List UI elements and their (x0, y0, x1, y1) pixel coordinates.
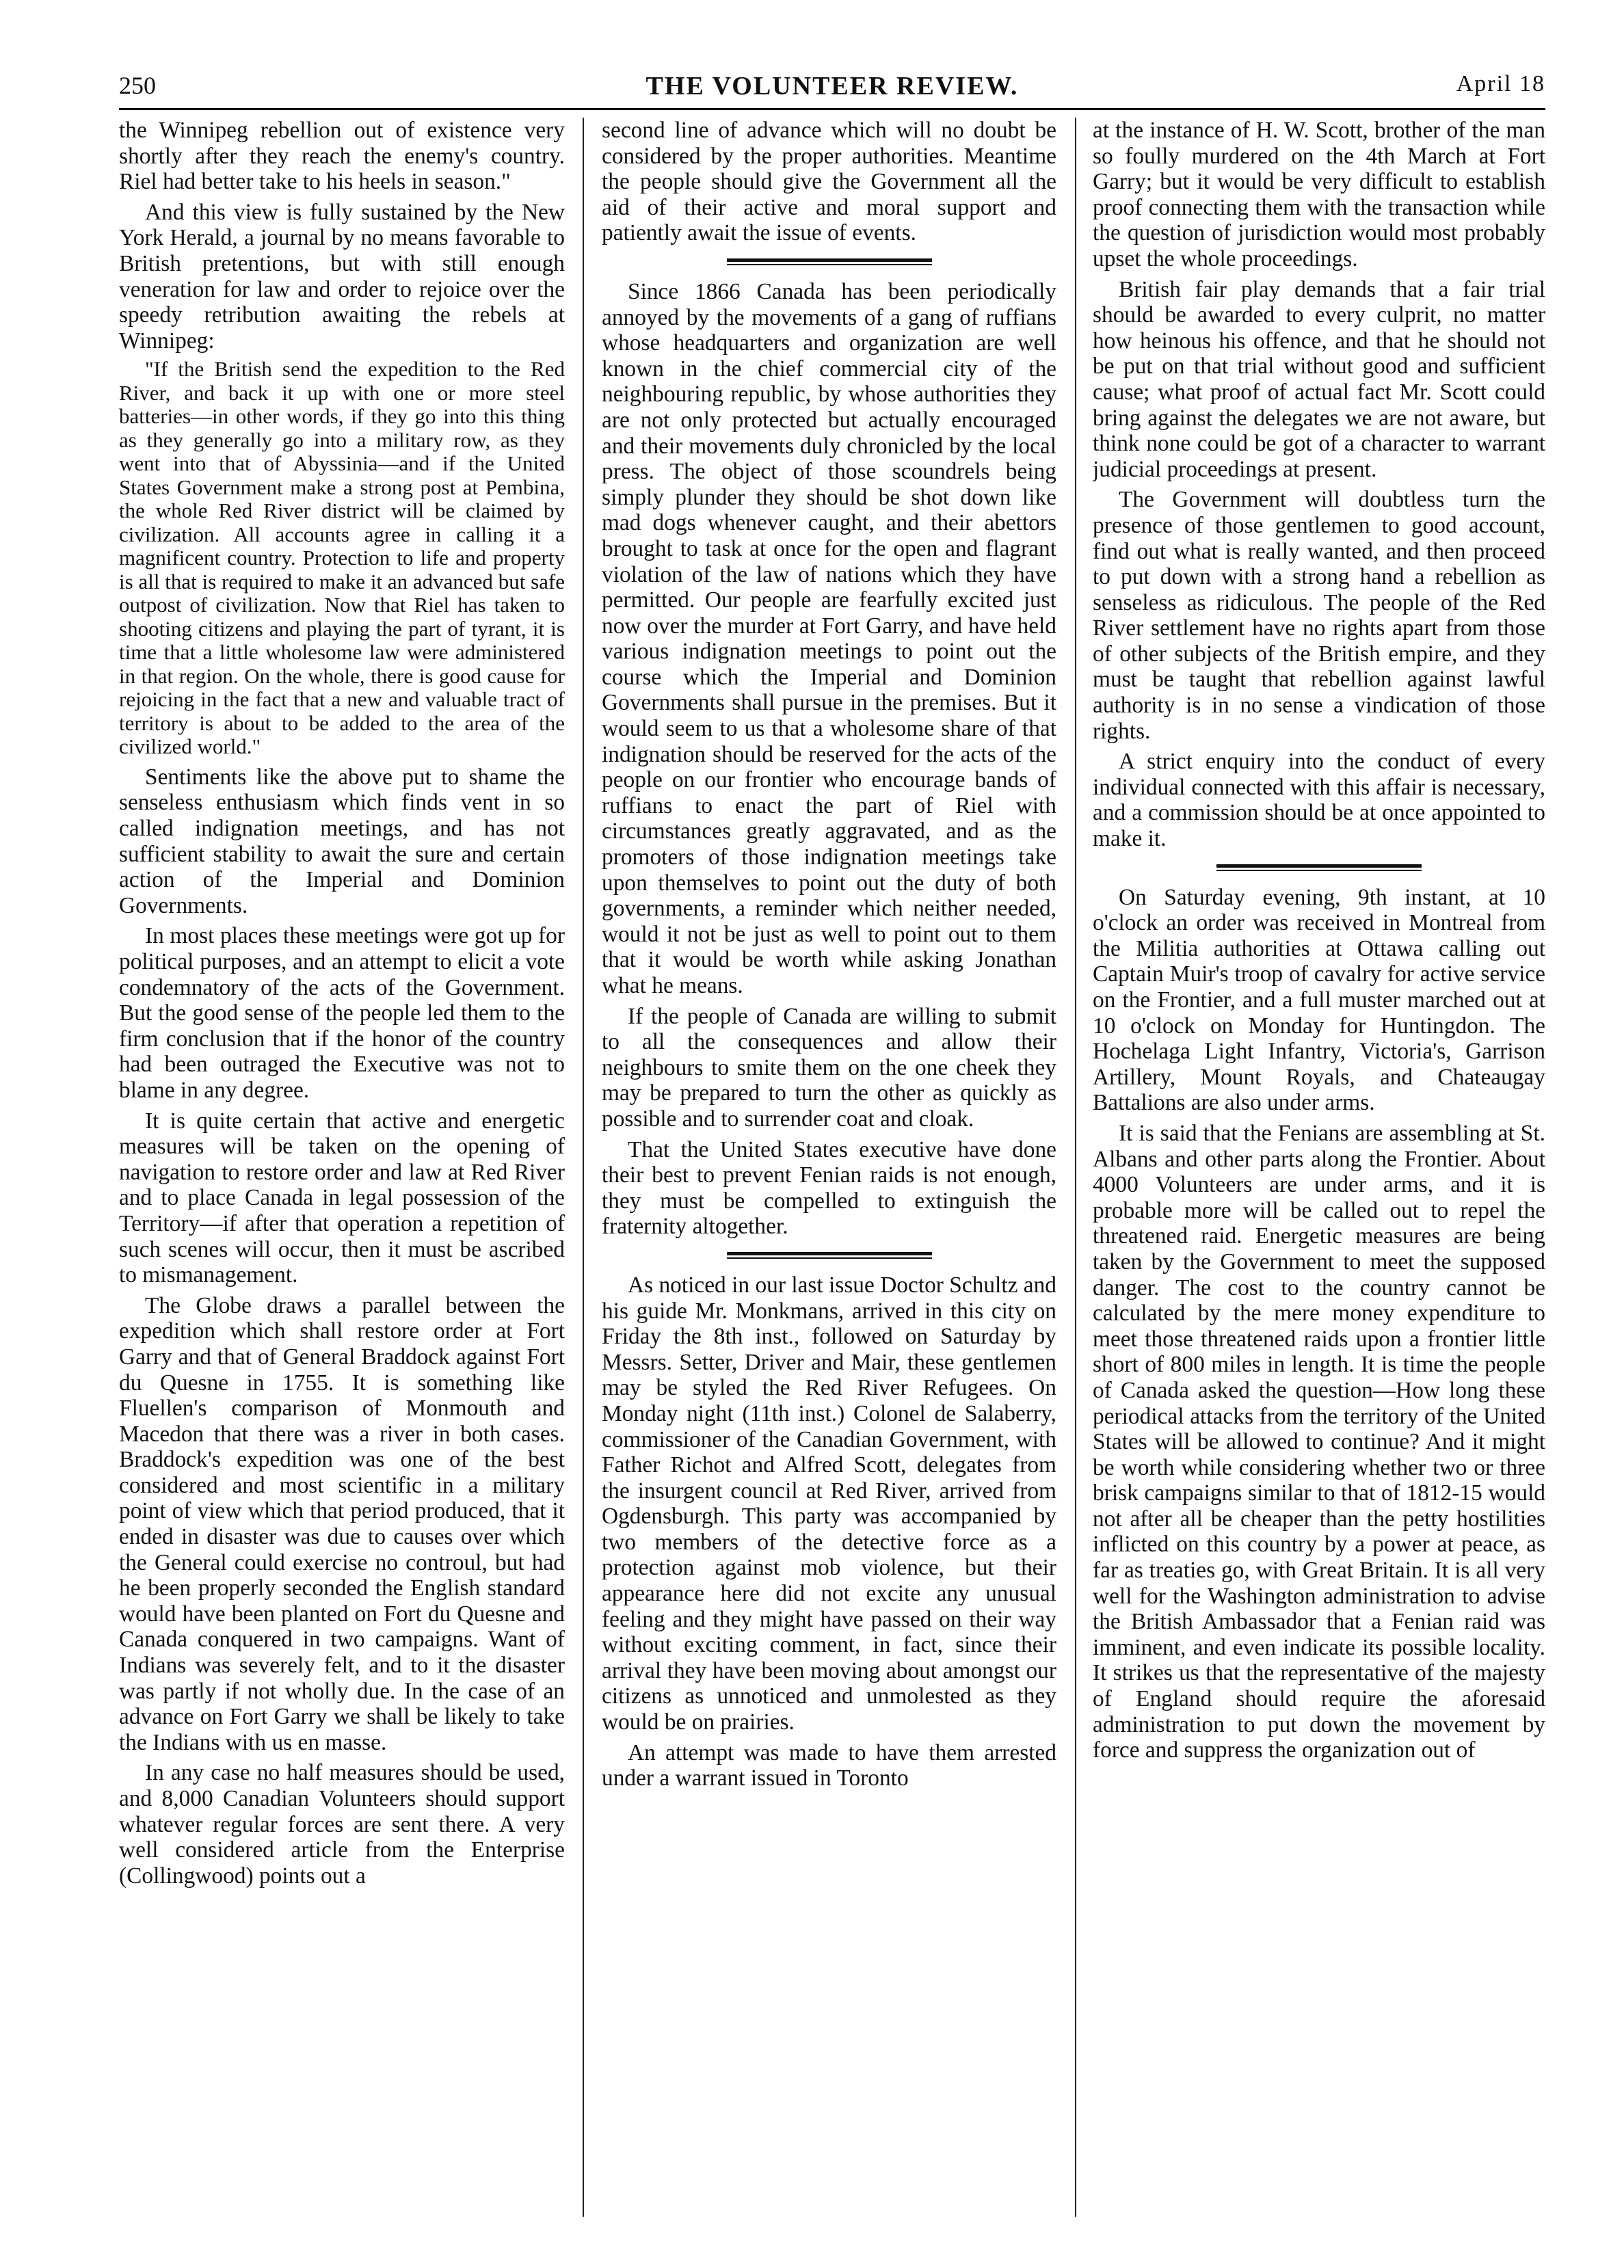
paragraph: second line of advance which will no doubt be considered by the proper authorities. Meantime the people should give the Government all the aid of their active and moral support and patiently await the issue of events. (602, 118, 1056, 246)
column-divider (1075, 118, 1076, 2217)
paragraph: The Globe draws a parallel between the expedition which shall restore order at Fort Garry and that of General Braddock against Fort du Quesne in 1755. It is something like Fluellen's comparison of Monmouth and Macedon that there was a river in both cases. Braddock's expedition was one of the best considered and most scientific in a military point of view which that period produced, that it ended in disaster was due to causes over which the General could exercise no controul, but had he been properly seconded the English standard would have been planted on Fort du Quesne and Canada conquered in two campaigns. Want of Indians was severely felt, and to it the disaster was partly if not wholly due. In the case of an advance on Fort Garry we shall be likely to take the Indians with us en masse. (119, 1292, 565, 1755)
page-header (119, 71, 1545, 107)
paragraph: It is said that the Fenians are assembling at St. Albans and other parts along the Frontier. About 4000 Volunteers are under arms, and it is probable more will be called out to repel the threatened raid. Energetic measures are being taken by the Government to meet the supposed danger. The cost to the country cannot be calculated by the mere money expenditure to meet those threatened raids upon a frontier little short of 800 miles in length. It is time the people of Canada asked the question—How long these periodical attacks from the territory of the United States will be allowed to continue? And it might be worth while considering whether two or three brisk campaigns similar to that of 1812-15 would not after all be cheaper than the petty hostilities inflicted on this country by a power at peace, as far as treaties go, with Great Britain. It is all very well for the Washington administration to advise the British Ambassador that a Fenian raid was imminent, and even indicate its possible locality. It strikes us that the representative of the majesty of England should require the aforesaid administration to put down the movement by force and suppress the organization out of (1093, 1120, 1545, 1763)
paragraph: A strict enquiry into the conduct of every individual connected with this affair is necessary, and a commission should be at once appointed to make it. (1093, 749, 1545, 852)
paragraph: In any case no half measures should be used, and 8,000 Canadian Volunteers should support whatever regular forces are sent there. A very well considered article from the Enterprise (Collingwood) points out a (119, 1760, 565, 1889)
section-separator (1216, 864, 1422, 871)
paragraph: An attempt was made to have them arrested under a warrant issued in Toronto (602, 1739, 1056, 1791)
paragraph: As noticed in our last issue Doctor Schultz and his guide Mr. Monkmans, arrived in this city on Friday the 8th inst., followed on Saturday by Messrs. Setter, Driver and Mair, these gentlemen may be styled the Red River Refugees. On Monday night (11th inst.) Colonel de Salaberry, commissioner of the Canadian Government, with Father Richot and Alfred Scott, delegates from the insurgent council at Red River, arrived from Ogdensburgh. This party was accompanied by two members of the detective force as a protection against mob violence, but their appearance here did not excite any unusual feeling and they might have passed on their way without exciting comment, in fact, since their arrival they have been moving about amongst our citizens as unnoticed and unmolested as they would be on prairies. (602, 1272, 1056, 1735)
paragraph: Since 1866 Canada has been periodically annoyed by the movements of a gang of ruffians whose headquarters and organization are well known in the chief commercial city of the neighbouring republic, by whose authorities they are not only protected but actually encouraged and their movements duly chronicled by the local press. The object of those scoundrels being simply plunder they should be shot down like mad dogs whenever caught, and their abettors brought to task at once for the open and flagrant violation of the law of nations which they have permitted. Our people are fearfully excited just now over the murder at Fort Garry, and have held various indignation meetings to point out the course which the Imperial and Dominion Governments shall pursue in the premises. But it would seem to us that a wholesome share of that indignation should be reserved for the acts of the people on our frontier who encourage bands of ruffians to enact the part of Riel with circumstances greatly aggravated, and as the promoters of those indignation meetings take upon themselves to point out the duty of both governments, a reminder which neither needed, would it not be just as well to point out to them that it would be worth while asking Jonathan what he means. (602, 278, 1056, 998)
section-separator (727, 1252, 932, 1259)
paragraph: And this view is fully sustained by the New York Herald, a journal by no means favorable to British pretentions, but with still enough veneration for law and order to rejoice over the speedy retribution awaiting the rebels at Winnipeg: (119, 199, 565, 353)
paragraph: If the people of Canada are willing to submit to all the consequences and allow their neighbours to smite them on the one cheek they may be prepared to turn the other as quickly as possible and to surrender coat and cloak. (602, 1003, 1056, 1132)
journal-title: THE VOLUNTEER REVIEW. (645, 72, 1019, 101)
paragraph: Sentiments like the above put to shame the senseless enthusiasm which finds vent in so called indignation meetings, and has not sufficient stability to await the sure and certain action of the Imperial and Dominion Governments. (119, 764, 565, 918)
paragraph: In most places these meetings were got up for political purposes, and an attempt to elicit a vote condemnatory of the acts of the Government. But the good sense of the people led them to the firm conclusion that if the honor of the country had been outraged the Executive was not to blame in any degree. (119, 923, 565, 1103)
section-separator (727, 258, 932, 265)
column-1 (119, 118, 565, 2217)
paragraph: the Winnipeg rebellion out of existence very shortly after they reach the enemy's country. Riel had better take to his heels in season." (119, 118, 565, 195)
paragraph: The Government will doubtless turn the presence of those gentlemen to good account, find out what is really wanted, and then proceed to put down with a strong hand a rebellion as senseless as ridiculous. The people of the Red River settlement have no rights apart from those of other subjects of the British empire, and they must be taught that rebellion against lawful authority is in no sense a vindication of those rights. (1093, 487, 1545, 744)
paragraph: at the instance of H. W. Scott, brother of the man so foully murdered on the 4th March at Fort Garry; but it would be very difficult to establish proof connecting them with the transaction while the question of jurisdiction would most probably upset the whole proceedings. (1093, 118, 1545, 271)
paragraph: That the United States executive have done their best to prevent Fenian raids is not enough, they must be compelled to extinguish the fraternity altogether. (602, 1136, 1056, 1240)
header-rule (119, 108, 1545, 110)
issue-date: April 18 (1456, 71, 1545, 96)
quoted-passage: "If the British send the expedition to the Red River, and back it up with one or more steel batteries—in other words, if they go into this thing as they generally go into a military row, as they went into that of Abyssinia—and if the United States Government make a strong post at Pembina, the whole Red River district will be claimed by civilization. All accounts agree in calling it a magnificent country. Protection to life and property is all that is required to make it an advanced but safe outpost of civilization. Now that Riel has taken to shooting citizens and playing the part of tyrant, it is time that a little wholesome law were administered in that region. On the whole, there is good cause for rejoicing in the fact that a new and valuable tract of territory is about to be added to the area of the civilized world." (119, 357, 565, 759)
column-3 (1093, 118, 1545, 2217)
page-number: 250 (119, 72, 156, 99)
column-divider (583, 118, 584, 2217)
column-2 (602, 118, 1056, 2217)
paragraph: British fair play demands that a fair trial should be awarded to every culprit, no matter how heinous his offence, and that he should not be put on that trial without good and sufficient cause; what proof of actual fact Mr. Scott could bring against the delegates we are not aware, but think none could be got of a character to warrant judicial proceedings at present. (1093, 276, 1545, 482)
paragraph: It is quite certain that active and energetic measures will be taken on the opening of navigation to restore order and law at Red River and to place Canada in legal possession of the Territory—if after that operation a repetition of such scenes will occur, then it must be ascribed to mismanagement. (119, 1108, 565, 1288)
paragraph: On Saturday evening, 9th instant, at 10 o'clock an order was received in Montreal from the Militia authorities at Ottawa calling out Captain Muir's troop of cavalry for active service on the Frontier, and a full muster marched out at 10 o'clock on Monday for Huntingdon. The Hochelaga Light Infantry, Victoria's, Garrison Artillery, Mount Royals, and Chateaugay Battalions are also under arms. (1093, 884, 1545, 1116)
